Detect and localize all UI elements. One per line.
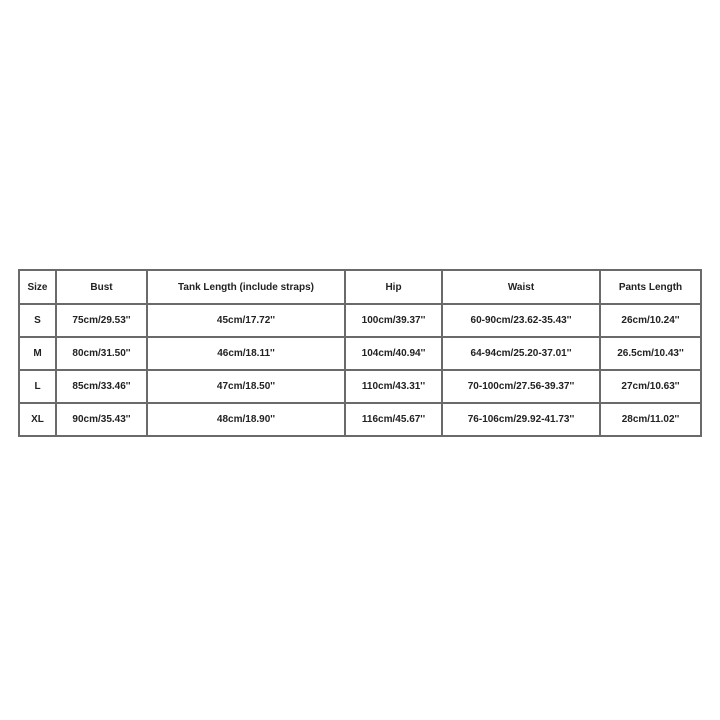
cell-hip: 104cm/40.94'' [345,337,442,370]
header-hip: Hip [345,270,442,304]
cell-waist: 60-90cm/23.62-35.43'' [442,304,600,337]
size-chart-table [18,269,702,437]
cell-hip: 100cm/39.37'' [345,304,442,337]
cell-pants-length: 27cm/10.63'' [600,370,701,403]
header-size: Size [19,270,56,304]
table-header-row [19,270,701,304]
table-row [19,304,701,337]
cell-size: XL [19,403,56,436]
cell-waist: 76-106cm/29.92-41.73'' [442,403,600,436]
cell-bust: 75cm/29.53'' [56,304,147,337]
cell-tank-length: 48cm/18.90'' [147,403,345,436]
cell-waist: 64-94cm/25.20-37.01'' [442,337,600,370]
table-row [19,403,701,436]
cell-size: M [19,337,56,370]
cell-bust: 80cm/31.50'' [56,337,147,370]
cell-tank-length: 45cm/17.72'' [147,304,345,337]
cell-tank-length: 46cm/18.11'' [147,337,345,370]
cell-tank-length: 47cm/18.50'' [147,370,345,403]
cell-bust: 85cm/33.46'' [56,370,147,403]
table-row [19,337,701,370]
cell-hip: 110cm/43.31'' [345,370,442,403]
cell-pants-length: 26.5cm/10.43'' [600,337,701,370]
cell-bust: 90cm/35.43'' [56,403,147,436]
table-row [19,370,701,403]
cell-waist: 70-100cm/27.56-39.37'' [442,370,600,403]
cell-pants-length: 26cm/10.24'' [600,304,701,337]
header-pants-length: Pants Length [600,270,701,304]
header-bust: Bust [56,270,147,304]
cell-hip: 116cm/45.67'' [345,403,442,436]
cell-pants-length: 28cm/11.02'' [600,403,701,436]
header-tank-length: Tank Length (include straps) [147,270,345,304]
cell-size: S [19,304,56,337]
header-waist: Waist [442,270,600,304]
cell-size: L [19,370,56,403]
